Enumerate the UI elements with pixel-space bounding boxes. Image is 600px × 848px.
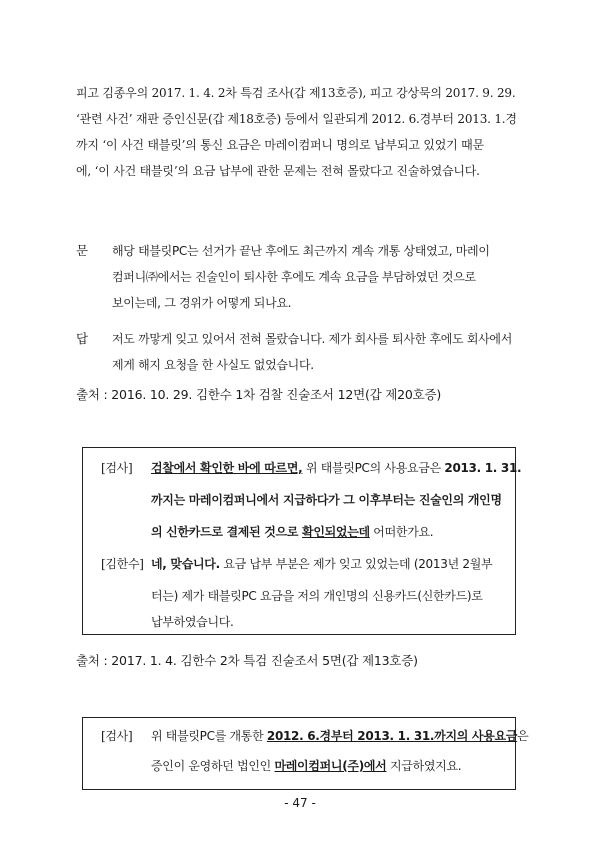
underlined-text: 확인되었는데 (302, 525, 370, 539)
plain-text: 증인이 운영하던 법인인 (151, 759, 275, 773)
speaker-label: [김한수] (101, 557, 144, 571)
answer-line: 제게 해지 요청을 한 사실도 없었습니다. (112, 358, 314, 372)
transcript-line: 터는) 제가 태블릿PC 요금을 저의 개인명의 신용카드(신한카드)로 (151, 589, 483, 603)
question-line: 보이는데, 그 경위가 어떻게 되나요. (112, 296, 292, 310)
question-text (112, 238, 524, 316)
question-block (76, 238, 524, 316)
speaker-label: [검사] (101, 729, 133, 743)
page-number: - 47 - (284, 796, 316, 810)
plain-text: 은 (517, 729, 529, 743)
source-citation: 출처 : 2016. 10. 29. 김한수 1차 검찰 진술조서 12면(갑 제20호증) (76, 387, 442, 402)
plain-text: 지급하였지요. (386, 759, 462, 773)
speaker-label: [검사] (101, 461, 133, 475)
answer-mark: 답 (76, 331, 89, 346)
answer-block (76, 326, 524, 378)
paragraph-line: 에, ‘이 사건 태블릿’의 요금 납부에 관한 문제는 전혀 몰랐다고 진술하였습니다. (76, 164, 480, 178)
paragraph-line: ‘관련 사건’ 재판 증인신문(갑 제18호증) 등에서 일관되게 2012. 6.경부터 2013. 1.경 (76, 112, 517, 126)
transcript-box (82, 447, 522, 635)
question-line: 해당 태블릿PC는 선거가 끝난 후에도 최근까지 계속 개통 상태였고, 마레이 (112, 244, 490, 258)
plain-text: 요금 납부 부분은 제가 잊고 있었는데 (2013년 2월부 (219, 557, 493, 571)
answer-text (112, 326, 524, 378)
transcript-row (101, 548, 492, 580)
source-citation: 출처 : 2017. 1. 4. 김한수 2차 특검 진술조서 5면(갑 제13호증) (76, 653, 418, 668)
transcript-row (101, 452, 521, 484)
paragraph-line: 까지 ‘이 사건 태블릿’의 통신 요금은 마레이컴퍼니 명의로 납부되고 있었기 때문 (76, 138, 484, 152)
plain-text: 어떠한가요. (369, 525, 434, 539)
plain-text: 위 태블릿PC를 개통한 (151, 729, 267, 743)
question-mark: 문 (76, 243, 89, 258)
transcript-line (151, 516, 433, 548)
bold-text: 의 신한카드로 결제된 것으로 (151, 525, 303, 539)
bold-text: 2013. 1. 31. (444, 461, 522, 475)
paragraph-line: 피고 김종우의 2017. 1. 4. 2차 특검 조사(갑 제13호증), 피고 강상묵의 2017. 9. 29. (76, 86, 516, 100)
answer-line: 저도 까맣게 잊고 있어서 전혀 몰랐습니다. 제가 회사를 퇴사한 후에도 회사에서 (112, 332, 513, 346)
underlined-text: 2012. 6.경부터 2013. 1. 31.까지의 사용요금 (266, 729, 518, 743)
underlined-text: 검찰에서 확인한 바에 따르면, (151, 461, 303, 475)
transcript-box (82, 717, 529, 790)
transcript-line (151, 750, 461, 782)
body-paragraph (76, 80, 524, 184)
transcript-line: 납부하였습니다. (151, 615, 234, 629)
transcript-row (101, 720, 528, 752)
transcript-line: 까지는 마레이컴퍼니에서 지급하다가 그 이후부터는 진술인의 개인명 (151, 493, 502, 507)
question-line: 컴퍼니㈜에서는 진술인이 퇴사한 후에도 계속 요금을 부담하였던 것으로 (112, 270, 476, 284)
underlined-text: 마레이컴퍼니(주)에서 (274, 759, 387, 773)
plain-text: 위 태블릿PC의 사용요금은 (302, 461, 445, 475)
bold-text: 네, 맞습니다. (151, 557, 220, 571)
